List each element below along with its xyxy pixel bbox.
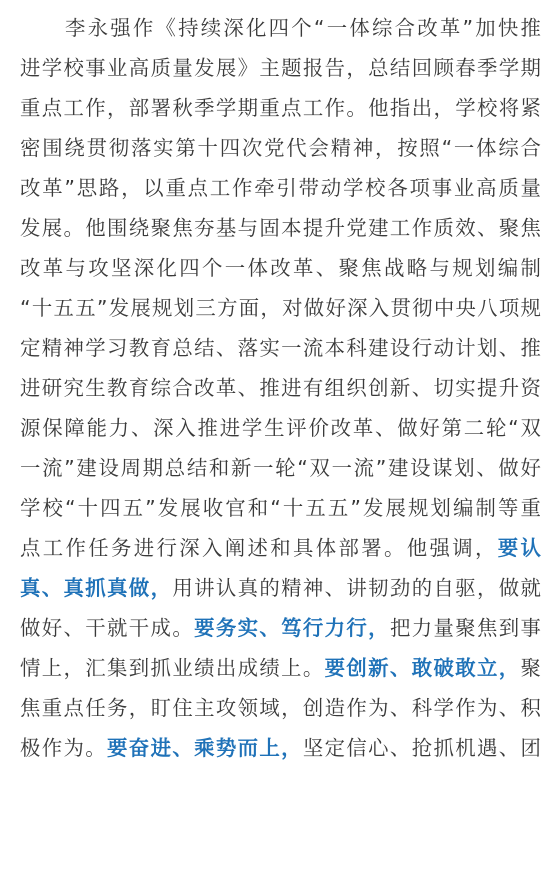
highlight-text: 要务实、笃行力行， bbox=[194, 616, 390, 640]
text-segment: 点工作任务进行深入阐述和具体部署。他强调， bbox=[20, 536, 498, 560]
paragraph-line bbox=[20, 648, 542, 688]
paragraph-line: 改革与攻坚深化四个一体改革、聚焦战略与规划编制 bbox=[20, 256, 542, 280]
paragraph-line: “十五五”发展规划三方面，对做好深入贯彻中央八项规 bbox=[20, 296, 542, 320]
paragraph-line: 李永强作《持续深化四个“一体综合改革”加快推 bbox=[65, 16, 542, 40]
text-segment: 情上，汇集到抓业绩出成绩上。 bbox=[20, 656, 325, 680]
highlight-text: 要创新、敢破敢立， bbox=[324, 656, 521, 680]
text-segment: 做好、干就干成。 bbox=[20, 616, 195, 640]
text-segment: 把力量聚焦到事 bbox=[389, 616, 542, 640]
paragraph-line bbox=[20, 608, 542, 648]
highlight-text: 真、真抓真做， bbox=[20, 576, 173, 600]
paragraph-line: 进研究生教育综合改革、推进有组织创新、切实提升资 bbox=[20, 376, 542, 400]
text-segment: 极作为。 bbox=[20, 736, 108, 760]
paragraph-line: 发展。他围绕聚焦夯基与固本提升党建工作质效、聚焦 bbox=[20, 216, 542, 240]
paragraph-line: 进学校事业高质量发展》主题报告，总结回顾春季学期 bbox=[20, 56, 542, 80]
text-segment: 用讲认真的精神、讲韧劲的自驱，做就 bbox=[172, 576, 542, 600]
paragraph-line bbox=[20, 528, 542, 568]
article-body bbox=[20, 8, 542, 768]
paragraph-line: 焦重点任务，盯住主攻领域，创造作为、科学作为、积 bbox=[20, 696, 542, 720]
paragraph-line: 一流”建设周期总结和新一轮“双一流”建设谋划、做好 bbox=[20, 456, 542, 480]
paragraph-line: 改革”思路，以重点工作牵引带动学校各项事业高质量 bbox=[20, 176, 542, 200]
paragraph-line bbox=[20, 728, 542, 768]
text-segment: 聚 bbox=[520, 656, 542, 680]
highlight-text: 要奋进、乘势而上， bbox=[107, 736, 303, 760]
paragraph-line: 源保障能力、深入推进学生评价改革、做好第二轮“双 bbox=[20, 416, 542, 440]
paragraph-line: 学校“十四五”发展收官和“十五五”发展规划编制等重 bbox=[20, 496, 542, 520]
text-segment: 坚定信心、抢抓机遇、团 bbox=[302, 736, 542, 760]
paragraph-line: 定精神学习教育总结、落实一流本科建设行动计划、推 bbox=[20, 336, 542, 360]
paragraph-line: 密围绕贯彻落实第十四次党代会精神，按照“一体综合 bbox=[20, 136, 542, 160]
highlight-text: 要认 bbox=[497, 536, 542, 560]
paragraph-line: 重点工作，部署秋季学期重点工作。他指出，学校将紧 bbox=[20, 96, 542, 120]
paragraph-line bbox=[20, 568, 542, 608]
